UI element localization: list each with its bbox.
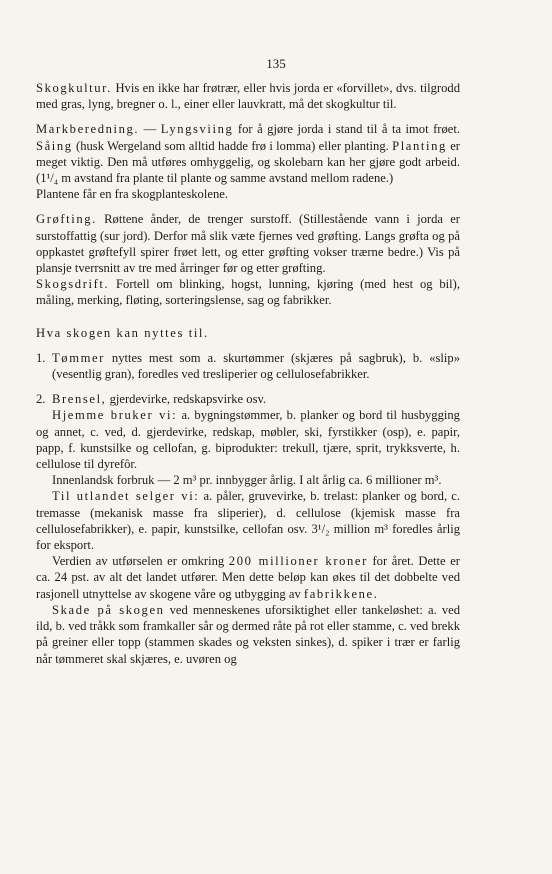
term-skogsdrift: Skogsdrift. [36, 277, 110, 292]
text-markberedning-3: er meget viktig. Den må utføres omhyggelig, og skolebarn kan her gjøre godt arbeid. (1¹/₄ m avstand fra plante til plante og samme avstand mellom radene.) [36, 138, 460, 186]
paragraph-hjemme [36, 407, 460, 472]
term-til-utlandet: Til utlandet selger vi: [52, 489, 200, 504]
paragraph-skogsdrift [36, 276, 460, 308]
term-grofting: Grøfting. [36, 212, 97, 227]
page-body [36, 80, 460, 667]
text-hjemme: a. bygningstømmer, b. planker og bord til husbygging og annet, c. ved, d. gjerdevirke, redskap, møbler, ski, fyrstikker (osp), e. papir, papp, f. kunstsilke og cellofan, g. biprodukter: trekull, tjære, sprit, trykksverte, h. cellulose til dyrefôr. [36, 408, 460, 472]
term-brensel: Brensel, [52, 392, 107, 407]
text-skade: ved menneskenes uforsiktighet eller tankeløshet: a. ved ild, b. ved tråkk som framkaller sår og dermed råte på rot eller stamme, c. ved brekk på greiner eller topp (stammen skades og veksten sinkes), d. spiker i trær er farlig når tømmeret skal skjæres, e. uvøren og [36, 602, 461, 666]
list-item-1 [36, 350, 460, 382]
page-number: 135 [266, 56, 286, 71]
term-lyngsviing: Lyngsviing [160, 122, 234, 137]
term-fabrikkene: fabrikkene. [303, 586, 379, 601]
term-saing: Såing [36, 138, 73, 153]
text-markberedning-1: for å gjøre jorda i stand til å ta imot frøet. [233, 122, 461, 137]
text-skogsdrift: Fortell om blinking, hogst, lunning, kjøring (med hest og bil), måling, merking, fløting, sorteringslense, sag og fabrikker. [36, 277, 460, 308]
term-planting: Planting [392, 138, 447, 153]
dash: — [139, 122, 161, 137]
paragraph-markberedning [36, 121, 460, 186]
paragraph-plantene: Plantene får en fra skogplanteskolene. [36, 187, 228, 202]
paragraph-utlandet [36, 488, 460, 553]
term-hjemme: Hjemme bruker vi: [52, 408, 178, 423]
paragraph-skade [36, 602, 460, 667]
text-verdien-pre: Verdien av utførselen er omkring [52, 554, 229, 569]
text-utlandet: a. påler, gruvevirke, b. trelast: planker og bord, c. tremasse (mekanisk masse fra sliperier), d. cellulose (kjemisk masse fra cellulosefabrikker), e. papir, kunstsilke, cellofan osv. 3¹/₂ million m³ foredles årlig for eksport. [36, 489, 460, 553]
list-number-1: 1. [36, 350, 46, 365]
text-skogkultur: Hvis en ikke har frøtrær, eller hvis jorda er «forvillet», dvs. tilgrodd med gras, lyng, bregner o. l., einer eller lauvkratt, må det skogkultur til. [36, 81, 460, 112]
term-markberedning: Markberedning. [36, 122, 140, 137]
paragraph-skogkultur [36, 80, 460, 112]
text-verdien: for året. Dette er ca. 24 pst. av alt det landet utfører. Men dette beløp kan økes til det dobbelte ved rasjonell utnyttelse av skogene våre og utbygging av [36, 554, 461, 601]
paragraph-verdien [36, 553, 460, 602]
text-grofting: Røttene ånder, de trenger surstoff. (Stillestående vann i jorda er surstoffattig (sur jord). Derfor må slik væte fjernes ved grøfting. Langs grøfta og på oppkastet grøftefyll spirer frøet lett, og etter grøfting vokser trærne bedre.) Vis på plansje tverrsnitt av tre med årringer før og etter grøfting. [36, 212, 460, 276]
term-verdien: 200 millioner kroner [228, 554, 368, 569]
paragraph-innenlandsk: Innenlandsk forbruk — 2 m³ pr. innbygger årlig. I alt årlig ca. 6 millioner m³. [52, 473, 442, 488]
term-skogkultur: Skogkultur. [36, 81, 113, 95]
section-heading: Hva skogen kan nyttes til. [36, 325, 209, 340]
term-skade: Skade på skogen [52, 602, 165, 617]
list-item-2 [36, 391, 460, 407]
text-markberedning-2: (husk Wergeland som alltid hadde frø i lomma) eller planting. [72, 138, 393, 153]
paragraph-grofting [36, 211, 460, 276]
text-brensel: gjerdevirke, redskapsvirke osv. [106, 392, 267, 407]
text-tommer: nyttes mest som a. skurtømmer (skjæres på sagbruk), b. «slip» (vesentlig gran), foredles ved tresliperier og cellulosefabrikker. [52, 350, 460, 382]
list-number-2: 2. [36, 392, 46, 407]
term-tommer: Tømmer [52, 350, 105, 365]
